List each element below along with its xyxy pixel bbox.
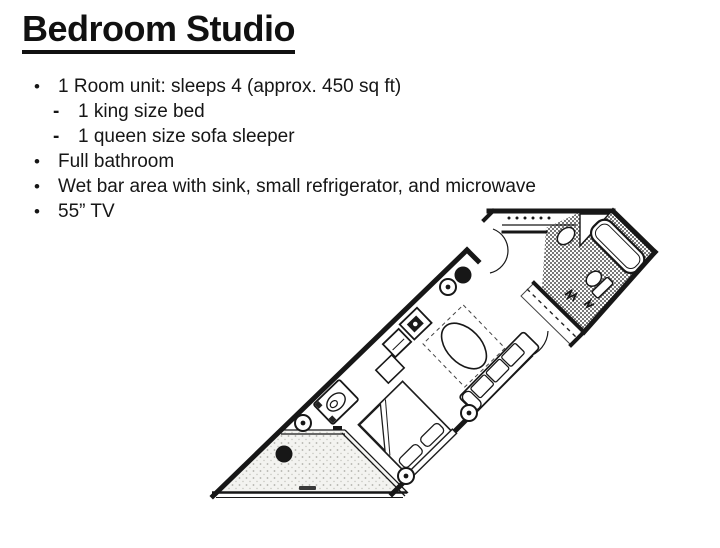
lounge-chair bbox=[313, 379, 358, 424]
balcony-label bbox=[299, 486, 316, 490]
bullet-text: Full bathroom bbox=[58, 151, 175, 172]
dining-table bbox=[433, 315, 495, 377]
bullet-marker: • bbox=[34, 177, 40, 196]
structural-column-1 bbox=[276, 446, 293, 463]
sliding-door-handle bbox=[333, 426, 342, 430]
bullet-text: Wet bar area with sink, small refrigerator, and microwave bbox=[58, 176, 536, 197]
column-dot-3 bbox=[461, 405, 477, 421]
bullet-marker: • bbox=[34, 202, 40, 221]
column-dot-4 bbox=[398, 468, 414, 484]
entry-door-arc bbox=[490, 229, 508, 273]
column-dot-2 bbox=[440, 279, 456, 295]
page-title: Bedroom Studio bbox=[22, 8, 295, 54]
entry-return-wall bbox=[467, 250, 478, 261]
nightstand bbox=[376, 355, 404, 383]
structural-column-2 bbox=[455, 267, 472, 284]
shelf-dots bbox=[508, 217, 551, 220]
bullet-text: 1 Room unit: sleeps 4 (approx. 450 sq ft) bbox=[58, 76, 402, 97]
bullet-text: 55” TV bbox=[58, 201, 115, 222]
bullet-text: 1 king size bed bbox=[78, 101, 205, 122]
bullet-marker: • bbox=[34, 152, 40, 171]
bullet-marker: • bbox=[34, 77, 40, 96]
bullet-text: 1 queen size sofa sleeper bbox=[78, 126, 295, 147]
dash-marker: - bbox=[53, 101, 60, 122]
column-dot-1 bbox=[295, 415, 311, 431]
dash-marker: - bbox=[53, 126, 60, 147]
